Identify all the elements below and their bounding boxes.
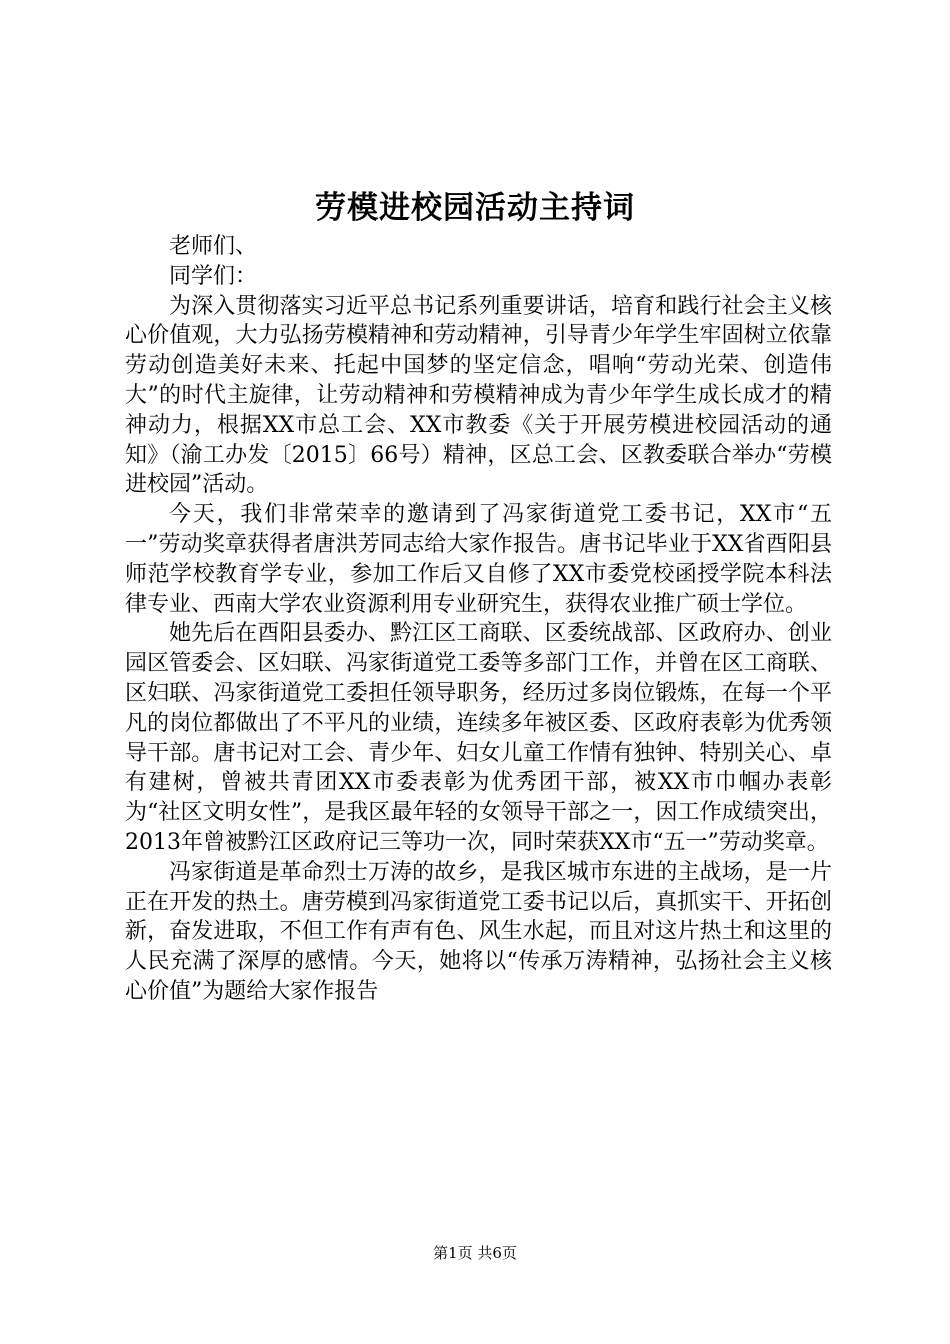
document-body [125, 232, 832, 1007]
salutation-teachers: 老师们、 [169, 234, 258, 259]
paragraph-career: 她先后在酉阳县委办、黔江区工商联、区委统战部、区政府办、创业园区管委会、区妇联、冯家街道党工委等多部门工作，并曾在区工商联、区妇联、冯家街道党工委担任领导职务，经历过多岗位锻炼，在每一个平凡的岗位都做出了不平凡的业绩，连续多年被区委、区政府表彰为优秀领导干部。唐书记对工会、青少年、妇女儿童工作情有独钟、特别关心、卓有建树，曾被共青团XX市委表彰为优秀团干部，被XX市巾帼办表彰为“社区文明女性”，是我区最年轻的女领导干部之一，因工作成绩突出，2013年曾被黔江区政府记三等功一次，同时荣获XX市“五一”劳动奖章。 [125, 621, 832, 855]
paragraph-purpose: 为深入贯彻落实习近平总书记系列重要讲话，培育和践行社会主义核心价值观，大力弘扬劳模精神和劳动精神，引导青少年学生牢固树立依靠劳动创造美好未来、托起中国梦的坚定信念，唱响“劳动光荣、创造伟大”的时代主旋律，让劳动精神和劳模精神成为青少年学生成长成才的精神动力，根据XX市总工会、XX市教委《关于开展劳模进校园活动的通知》（渝工办发〔2015〕66号）精神，区总工会、区教委联合举办“劳模进校园”活动。 [125, 293, 832, 498]
paragraph-introduction: 今天，我们非常荣幸的邀请到了冯家街道党工委书记，XX市“五一”劳动奖章获得者唐洪芳同志给大家作报告。唐书记毕业于XX省酉阳县师范学校教育学专业，参加工作后又自修了XX市委党校函授学院本科法律专业、西南大学农业资源利用专业研究生，获得农业推广硕士学位。 [125, 502, 832, 617]
salutation-students: 同学们： [169, 263, 258, 289]
page-number-footer: 第1页 共6页 [433, 1244, 517, 1262]
paragraph-report-topic: 冯家街道是革命烈士万涛的故乡，是我区城市东进的主战场，是一片正在开发的热土。唐劳模到冯家街道党工委书记以后，真抓实干、开拓创新，奋发进取，不但工作有声有色、风生水起，而且对这片热土和这里的人民充满了深厚的感情。今天，她将以“传承万涛精神，弘扬社会主义核心价值”为题给大家作报告 [125, 859, 832, 1004]
document-title: 劳模进校园活动主持词 [315, 190, 635, 226]
